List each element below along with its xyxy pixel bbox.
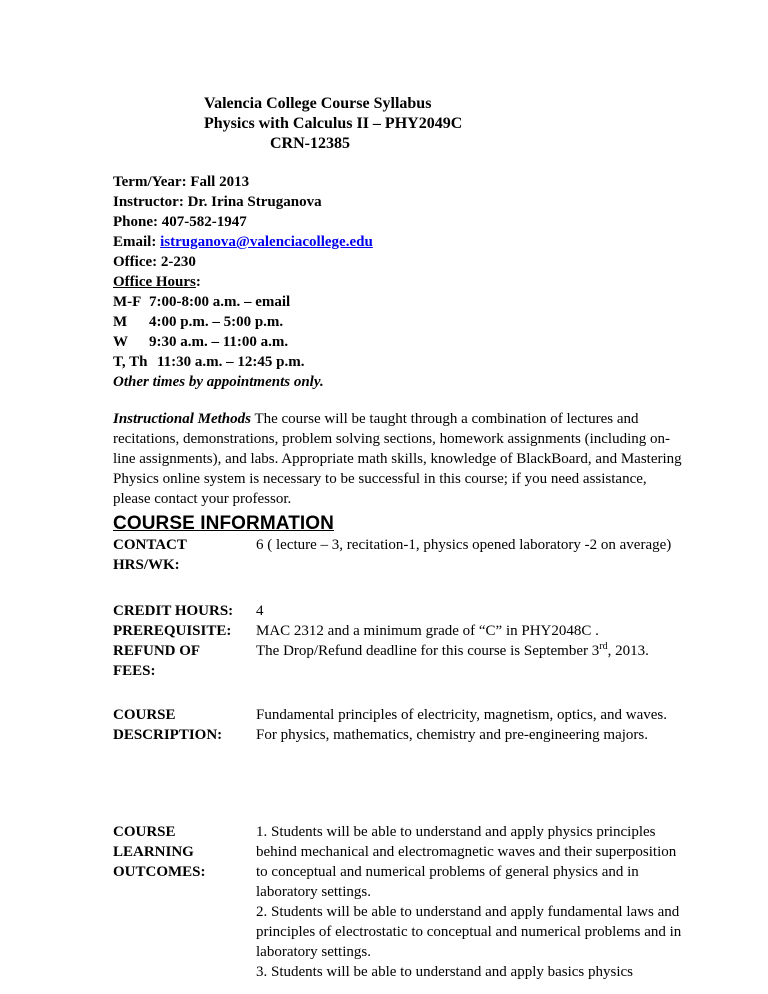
office-hours-label: Office Hours <box>113 274 196 290</box>
course-description-label: COURSE DESCRIPTION: <box>113 707 223 743</box>
syllabus-title: Valencia College Course Syllabus <box>204 95 432 112</box>
contact-hours-value: 6 ( lecture – 3, recitation-1, physics opened laboratory -2 on average) <box>256 537 672 553</box>
prerequisite-value: MAC 2312 and a minimum grade of “C” in PHY2048C . <box>256 623 599 639</box>
learning-outcomes-label: COURSE LEARNING OUTCOMES: <box>113 824 206 880</box>
instructional-methods <box>113 409 683 509</box>
methods-text: The course will be taught through a combination of lectures and recitations, demonstrations, problem solving sections, homework assignments (including on-line assignments), and labs. Appropriate math skills, knowledge of BlackBoard, and Mastering Physics online system is necessary to be successful in this course; if you need assistance, please contact your professor. <box>113 411 682 507</box>
outcome-item: 1. Students will be able to understand and apply physics principles behind mechanical and electromagnetic waves and their superposition to conceptual and numerical problems of general physics and in laboratory settings. <box>256 824 677 900</box>
methods-label: Instructional Methods <box>113 411 251 427</box>
office-room: Office: 2-230 <box>113 254 196 270</box>
phone-number: Phone: 407-582-1947 <box>113 214 247 230</box>
hours-row: M 4:00 p.m. – 5:00 p.m. <box>113 314 284 330</box>
course-information-heading: COURSE INFORMATION <box>113 513 334 534</box>
other-times-note: Other times by appointments only. <box>113 374 324 390</box>
outcome-item: 2. Students will be able to understand and apply fundamental laws and principles of electrostatic to conceptual and numerical problems and in laboratory settings. <box>256 904 682 960</box>
email-line <box>113 232 373 252</box>
email-label: Email: <box>113 234 161 250</box>
outcome-item: 3. Students will be able to understand and apply basics physics <box>256 964 634 980</box>
learning-outcomes-list <box>256 822 684 982</box>
course-title: Physics with Calculus II – PHY2049C <box>204 115 463 132</box>
office-hours-heading: Office Hours: <box>113 274 201 290</box>
hours-row: W 9:30 a.m. – 11:00 a.m. <box>113 334 289 350</box>
hours-row: M-F 7:00-8:00 a.m. – email <box>113 294 291 310</box>
hours-row: T, Th 11:30 a.m. – 12:45 p.m. <box>113 354 305 370</box>
refund-label: REFUND OF FEES: <box>113 643 200 679</box>
email-link[interactable]: istruganova@valenciacollege.edu <box>160 234 373 250</box>
refund-value: The Drop/Refund deadline for this course is September 3rd, 2013. <box>256 641 649 659</box>
crn-number: CRN-12385 <box>270 135 350 152</box>
instructor-info <box>113 172 373 392</box>
credit-hours-value: 4 <box>256 603 264 619</box>
contact-hours-label: CONTACT HRS/WK: <box>113 537 187 573</box>
credit-hours-label: CREDIT HOURS: <box>113 603 234 619</box>
prerequisite-label: PREREQUISITE: <box>113 623 232 639</box>
course-description-value: Fundamental principles of electricity, magnetism, optics, and waves. For physics, mathematics, chemistry and pre-engineering majors. <box>256 707 667 743</box>
instructor-name: Instructor: Dr. Irina Struganova <box>113 194 322 210</box>
term-year: Term/Year: Fall 2013 <box>113 174 250 190</box>
